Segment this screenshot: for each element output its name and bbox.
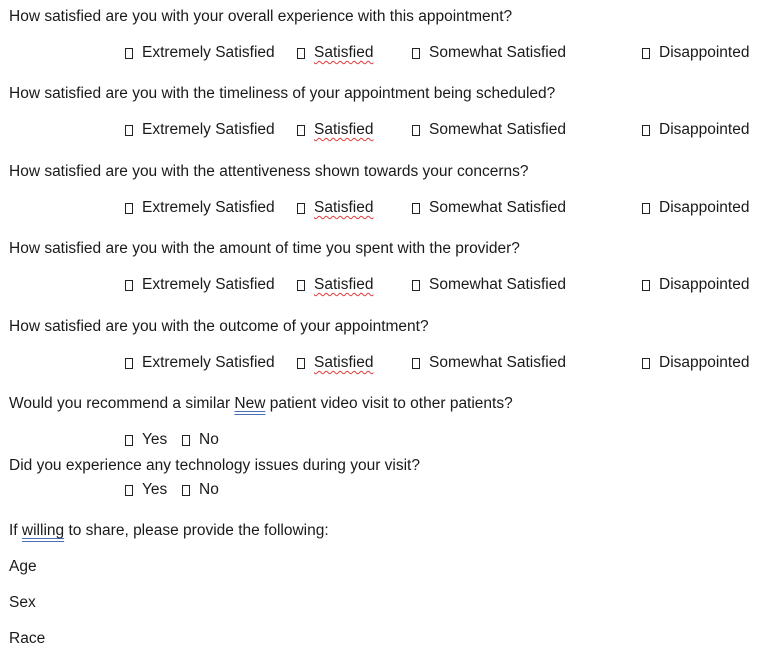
q3-option-disappointed[interactable] bbox=[642, 198, 749, 218]
q5-option-extremely-satisfied[interactable] bbox=[125, 353, 275, 373]
checkbox-icon[interactable] bbox=[297, 125, 305, 136]
q5-option-satisfied[interactable] bbox=[297, 353, 373, 373]
option-label: Satisfied bbox=[314, 199, 374, 216]
option-label: Extremely Satisfied bbox=[142, 354, 275, 371]
checkbox-icon[interactable] bbox=[297, 280, 305, 291]
field-race-label: Race bbox=[9, 630, 46, 647]
q5-option-disappointed[interactable] bbox=[642, 353, 749, 373]
checkbox-icon[interactable] bbox=[297, 358, 305, 369]
q1-option-satisfied[interactable] bbox=[297, 43, 373, 63]
checkbox-icon[interactable] bbox=[642, 203, 650, 214]
checkbox-icon[interactable] bbox=[642, 125, 650, 136]
option-label: Extremely Satisfied bbox=[142, 276, 275, 293]
option-label: Yes bbox=[142, 481, 168, 498]
option-label: Disappointed bbox=[659, 276, 750, 293]
checkbox-icon[interactable] bbox=[412, 203, 420, 214]
tech-option-no[interactable] bbox=[182, 480, 219, 500]
checkbox-icon[interactable] bbox=[642, 48, 650, 59]
option-label: No bbox=[199, 481, 219, 498]
q3-option-extremely-satisfied[interactable] bbox=[125, 198, 275, 218]
recommend-text-underlined: New bbox=[234, 395, 266, 412]
option-label: Yes bbox=[142, 431, 168, 448]
recommend-option-yes[interactable] bbox=[125, 430, 167, 450]
q4-option-extremely-satisfied[interactable] bbox=[125, 275, 275, 295]
q3-option-satisfied[interactable] bbox=[297, 198, 373, 218]
option-label: Satisfied bbox=[314, 354, 374, 371]
question-3-text: How satisfied are you with the attentiveness shown towards your concerns? bbox=[9, 163, 529, 180]
q2-option-satisfied[interactable] bbox=[297, 120, 373, 140]
recommend-text-before: Would you recommend a similar bbox=[9, 395, 235, 412]
option-label: Disappointed bbox=[659, 44, 750, 61]
share-text-after: to share, please provide the following: bbox=[64, 522, 329, 539]
recommend-question-text bbox=[9, 394, 513, 414]
option-label: Satisfied bbox=[314, 121, 374, 138]
q3-option-somewhat-satisfied[interactable] bbox=[412, 198, 566, 218]
checkbox-icon[interactable] bbox=[182, 485, 190, 496]
question-4-text: How satisfied are you with the amount of time you spent with the provider? bbox=[9, 240, 520, 257]
tech-question-text: Did you experience any technology issues during your visit? bbox=[9, 457, 420, 474]
share-text-underlined: willing bbox=[21, 522, 65, 539]
checkbox-icon[interactable] bbox=[297, 48, 305, 59]
q5-option-somewhat-satisfied[interactable] bbox=[412, 353, 566, 373]
q4-option-satisfied[interactable] bbox=[297, 275, 373, 295]
checkbox-icon[interactable] bbox=[125, 485, 133, 496]
checkbox-icon[interactable] bbox=[412, 125, 420, 136]
checkbox-icon[interactable] bbox=[642, 358, 650, 369]
checkbox-icon[interactable] bbox=[182, 435, 190, 446]
option-label: Extremely Satisfied bbox=[142, 199, 275, 216]
option-label: Satisfied bbox=[314, 44, 374, 61]
option-label: Somewhat Satisfied bbox=[429, 44, 566, 61]
option-label: Disappointed bbox=[659, 199, 750, 216]
checkbox-icon[interactable] bbox=[297, 203, 305, 214]
option-label: Disappointed bbox=[659, 121, 750, 138]
checkbox-icon[interactable] bbox=[412, 280, 420, 291]
option-label: Somewhat Satisfied bbox=[429, 199, 566, 216]
option-label: Extremely Satisfied bbox=[142, 121, 275, 138]
checkbox-icon[interactable] bbox=[412, 358, 420, 369]
field-age-label: Age bbox=[9, 558, 37, 575]
option-label: Satisfied bbox=[314, 276, 374, 293]
checkbox-icon[interactable] bbox=[125, 280, 133, 291]
checkbox-icon[interactable] bbox=[125, 48, 133, 59]
q4-option-somewhat-satisfied[interactable] bbox=[412, 275, 566, 295]
q2-option-disappointed[interactable] bbox=[642, 120, 749, 140]
q1-option-disappointed[interactable] bbox=[642, 43, 749, 63]
checkbox-icon[interactable] bbox=[125, 203, 133, 214]
q1-option-somewhat-satisfied[interactable] bbox=[412, 43, 566, 63]
option-label: Somewhat Satisfied bbox=[429, 354, 566, 371]
option-label: Somewhat Satisfied bbox=[429, 121, 566, 138]
checkbox-icon[interactable] bbox=[125, 125, 133, 136]
question-5-text: How satisfied are you with the outcome of your appointment? bbox=[9, 318, 429, 335]
q4-option-disappointed[interactable] bbox=[642, 275, 749, 295]
checkbox-icon[interactable] bbox=[642, 280, 650, 291]
q2-option-somewhat-satisfied[interactable] bbox=[412, 120, 566, 140]
question-1-text: How satisfied are you with your overall experience with this appointment? bbox=[9, 8, 513, 25]
checkbox-icon[interactable] bbox=[125, 358, 133, 369]
share-prompt-text bbox=[9, 521, 329, 541]
option-label: Somewhat Satisfied bbox=[429, 276, 566, 293]
tech-option-yes[interactable] bbox=[125, 480, 167, 500]
recommend-text-after: patient video visit to other patients? bbox=[265, 395, 513, 412]
option-label: No bbox=[199, 431, 219, 448]
question-2-text: How satisfied are you with the timeliness of your appointment being scheduled? bbox=[9, 85, 556, 102]
field-sex-label: Sex bbox=[9, 594, 36, 611]
option-label: Extremely Satisfied bbox=[142, 44, 275, 61]
share-text-before: If bbox=[9, 522, 22, 539]
checkbox-icon[interactable] bbox=[412, 48, 420, 59]
option-label: Disappointed bbox=[659, 354, 750, 371]
recommend-option-no[interactable] bbox=[182, 430, 219, 450]
checkbox-icon[interactable] bbox=[125, 435, 133, 446]
q2-option-extremely-satisfied[interactable] bbox=[125, 120, 275, 140]
q1-option-extremely-satisfied[interactable] bbox=[125, 43, 275, 63]
